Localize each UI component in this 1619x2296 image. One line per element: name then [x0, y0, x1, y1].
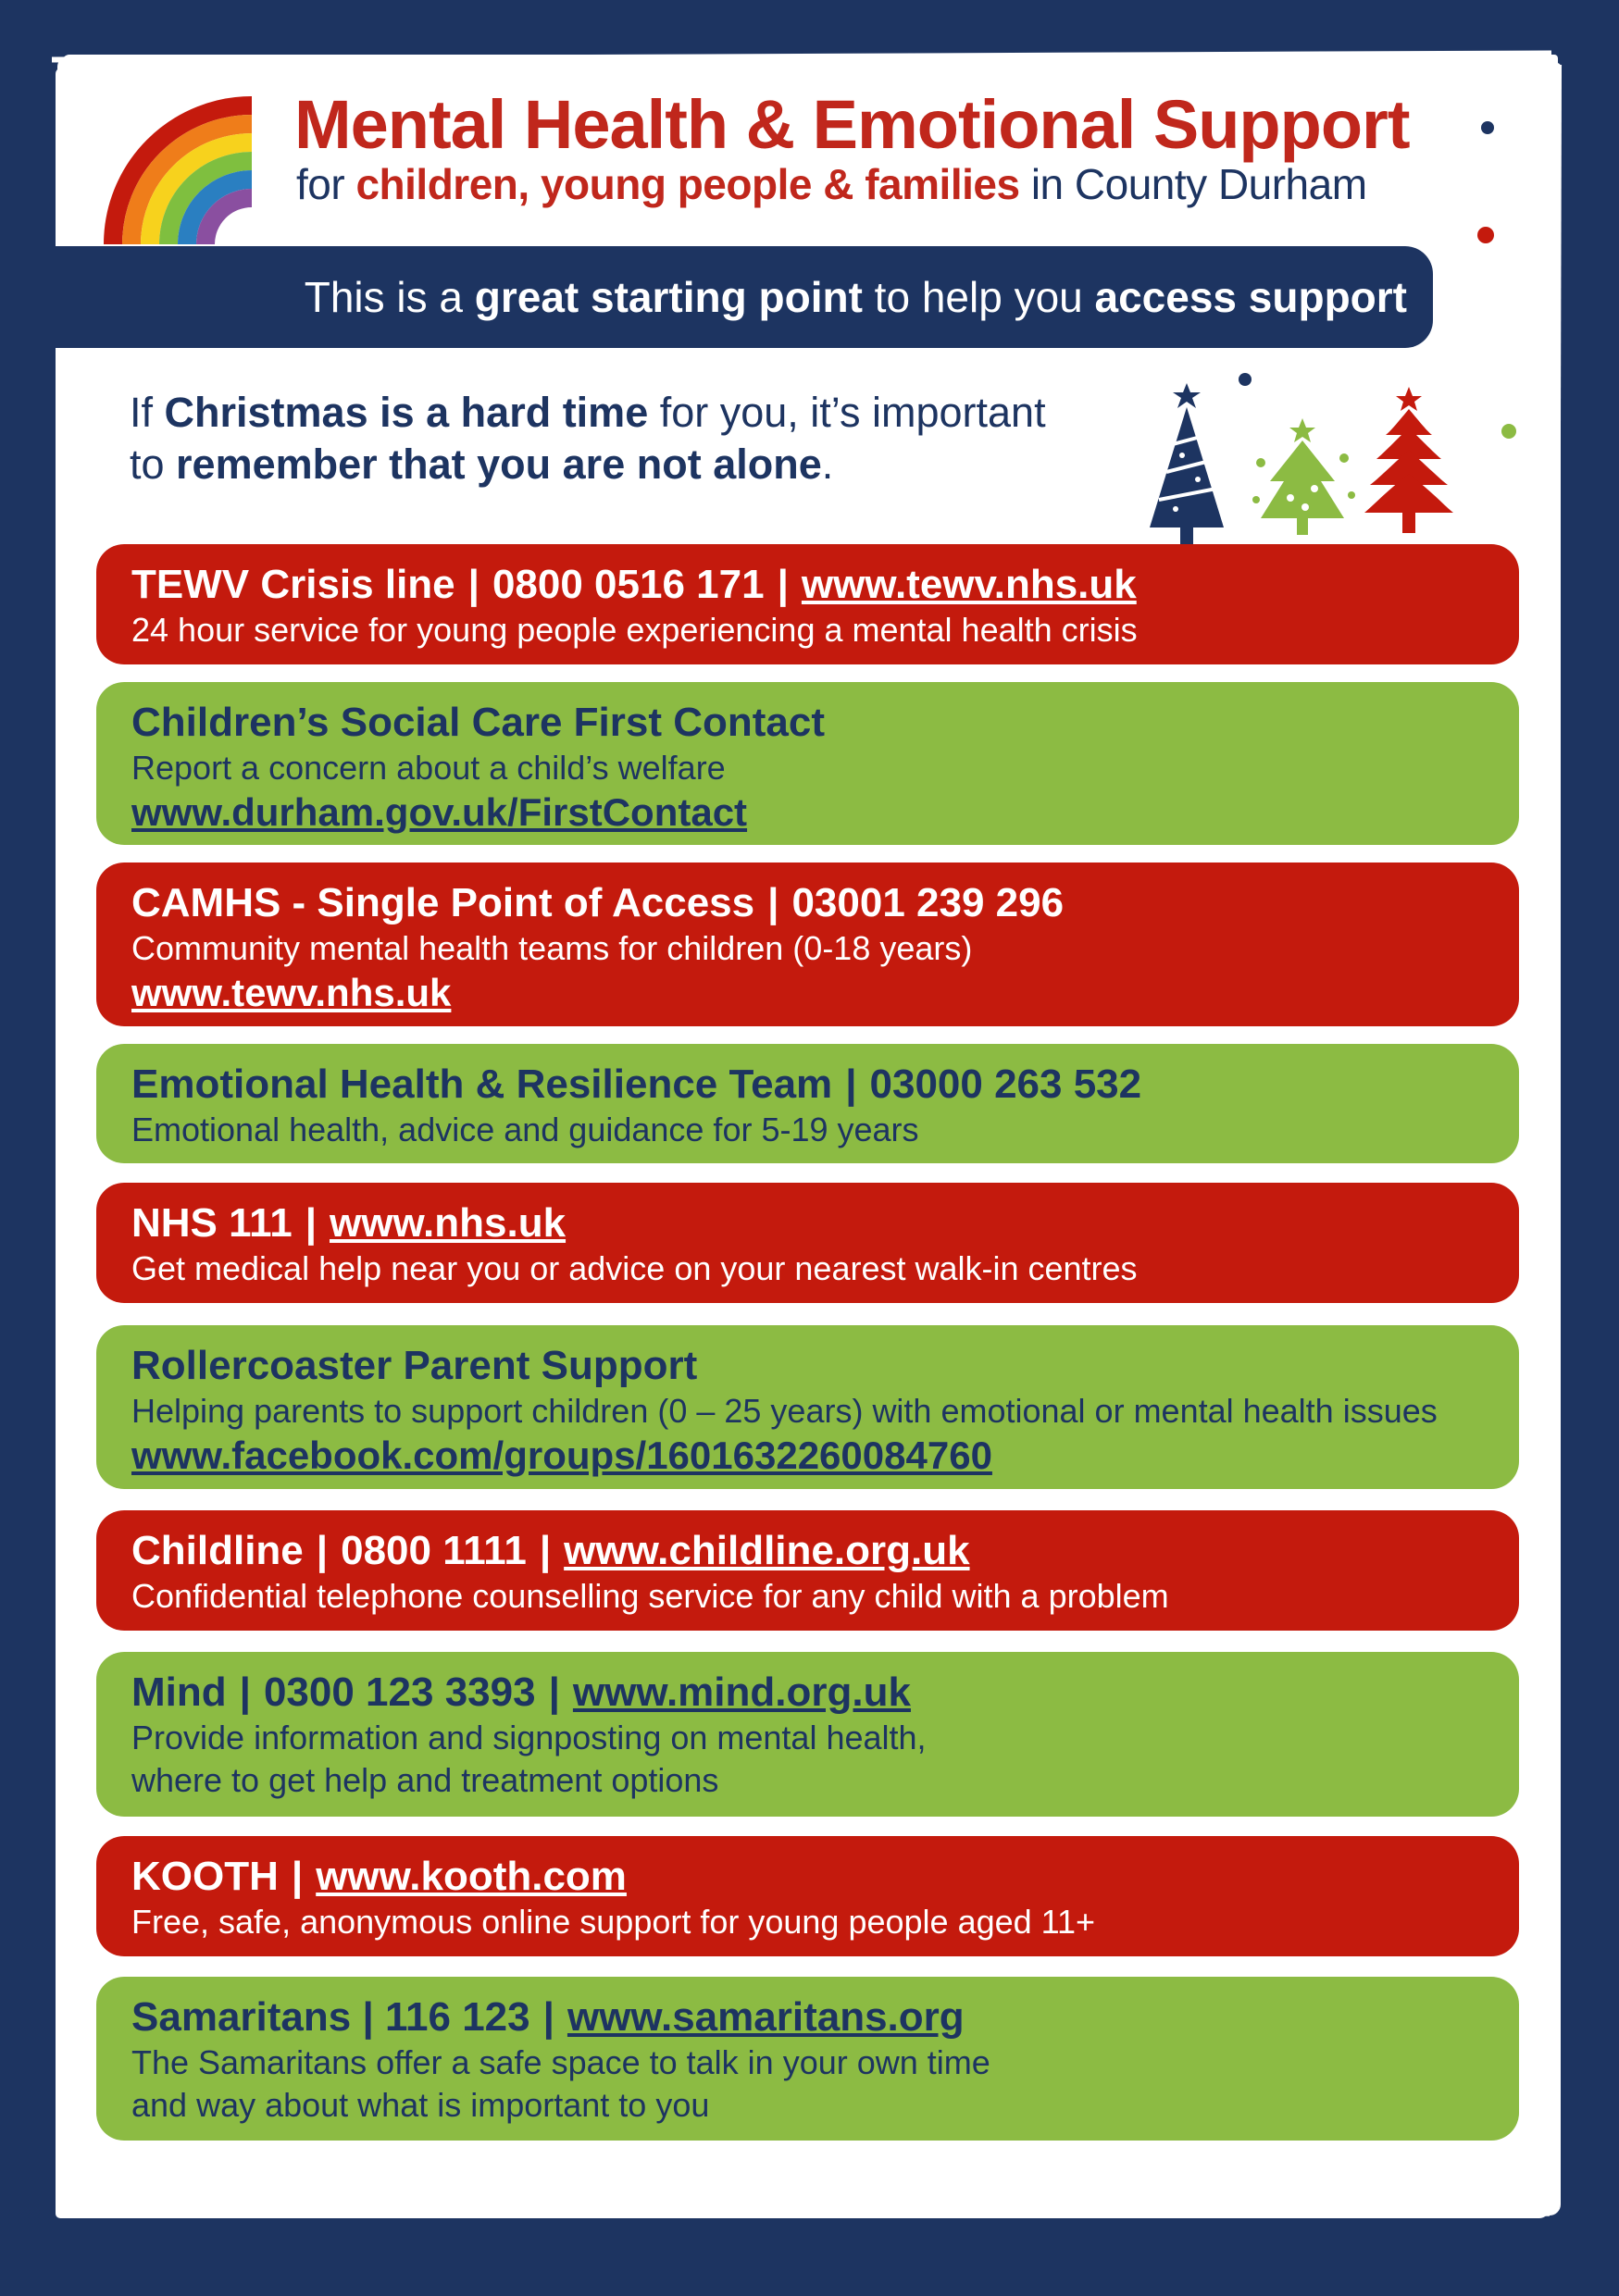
page-subtitle: for children, young people & families in County Durham — [296, 160, 1367, 208]
first-contact-link[interactable]: www.durham.gov.uk/FirstContact — [131, 790, 748, 834]
card-description: where to get help and treatment options — [131, 1761, 719, 1799]
card-heading: Samaritans | 116 123 | www.samaritans.org — [131, 1994, 965, 2040]
card-description: 24 hour service for young people experiencing a mental health crisis — [131, 611, 1138, 649]
decorative-dot — [1501, 424, 1516, 439]
samaritans-link[interactable]: www.samaritans.org — [567, 1994, 965, 2040]
mind-link[interactable]: www.mind.org.uk — [572, 1669, 911, 1715]
card-nhs-111 — [96, 1183, 1519, 1303]
decorative-dot — [1481, 121, 1494, 134]
card-description: The Samaritans offer a safe space to talk in your own time — [131, 2043, 990, 2081]
card-childrens-social-care — [96, 682, 1519, 845]
rainbow-logo-icon — [104, 96, 261, 244]
camhs-link[interactable]: www.tewv.nhs.uk — [131, 971, 452, 1014]
card-description: and way about what is important to you — [131, 2086, 710, 2124]
intro-text: If Christmas is a hard time for you, it’s important to remember that you are not alone. — [130, 389, 1046, 488]
card-rollercoaster — [96, 1325, 1519, 1489]
nhs-link[interactable]: www.nhs.uk — [330, 1200, 567, 1246]
card-heading: KOOTH | www.kooth.com — [131, 1854, 627, 1899]
card-description: Community mental health teams for children (0-18 years) — [131, 929, 973, 967]
card-childline — [96, 1510, 1519, 1631]
card-heading: Mind | 0300 123 3393 | www.mind.org.uk — [131, 1669, 911, 1715]
tewv-link[interactable]: www.tewv.nhs.uk — [801, 562, 1137, 607]
card-description: Get medical help near you or advice on your nearest walk-in centres — [131, 1249, 1138, 1287]
card-description: Free, safe, anonymous online support for young people aged 11+ — [131, 1903, 1096, 1941]
card-description: Emotional health, advice and guidance for 5-19 years — [131, 1111, 919, 1148]
tagline: This is a great starting point to help you access support — [304, 273, 1407, 321]
card-heading: Emotional Health & Resilience Team | 03000 263 532 — [131, 1061, 1142, 1107]
card-emotional-health — [96, 1044, 1519, 1163]
card-heading: Rollercoaster Parent Support — [131, 1343, 698, 1388]
childline-link[interactable]: www.childline.org.uk — [564, 1528, 970, 1573]
tagline-banner — [0, 246, 1433, 348]
kooth-link[interactable]: www.kooth.com — [316, 1854, 627, 1899]
card-heading: NHS 111 | www.nhs.uk — [131, 1200, 567, 1246]
card-heading: Childline | 0800 1111 | www.childline.org.uk — [131, 1528, 970, 1573]
card-description: Provide information and signposting on mental health, — [131, 1719, 927, 1756]
card-heading: CAMHS - Single Point of Access | 03001 239 296 — [131, 880, 1065, 925]
facebook-group-link[interactable]: www.facebook.com/groups/1601632260084760 — [131, 1433, 992, 1477]
card-mind — [96, 1652, 1519, 1817]
card-description: Helping parents to support children (0 – 25 years) with emotional or mental health issues — [131, 1392, 1438, 1430]
page-title: Mental Health & Emotional Support — [294, 86, 1410, 163]
card-kooth — [96, 1836, 1519, 1956]
card-heading: Children’s Social Care First Contact — [131, 700, 825, 745]
christmas-trees-icon — [1131, 370, 1501, 555]
card-samaritans — [96, 1977, 1519, 2141]
card-description: Confidential telephone counselling service for any child with a problem — [131, 1577, 1169, 1615]
card-description: Report a concern about a child’s welfare — [131, 749, 726, 787]
decorative-dot — [1477, 227, 1494, 243]
card-camhs — [96, 863, 1519, 1026]
card-tewv — [96, 544, 1519, 664]
card-heading: TEWV Crisis line | 0800 0516 171 | www.tewv.nhs.uk — [131, 562, 1137, 607]
